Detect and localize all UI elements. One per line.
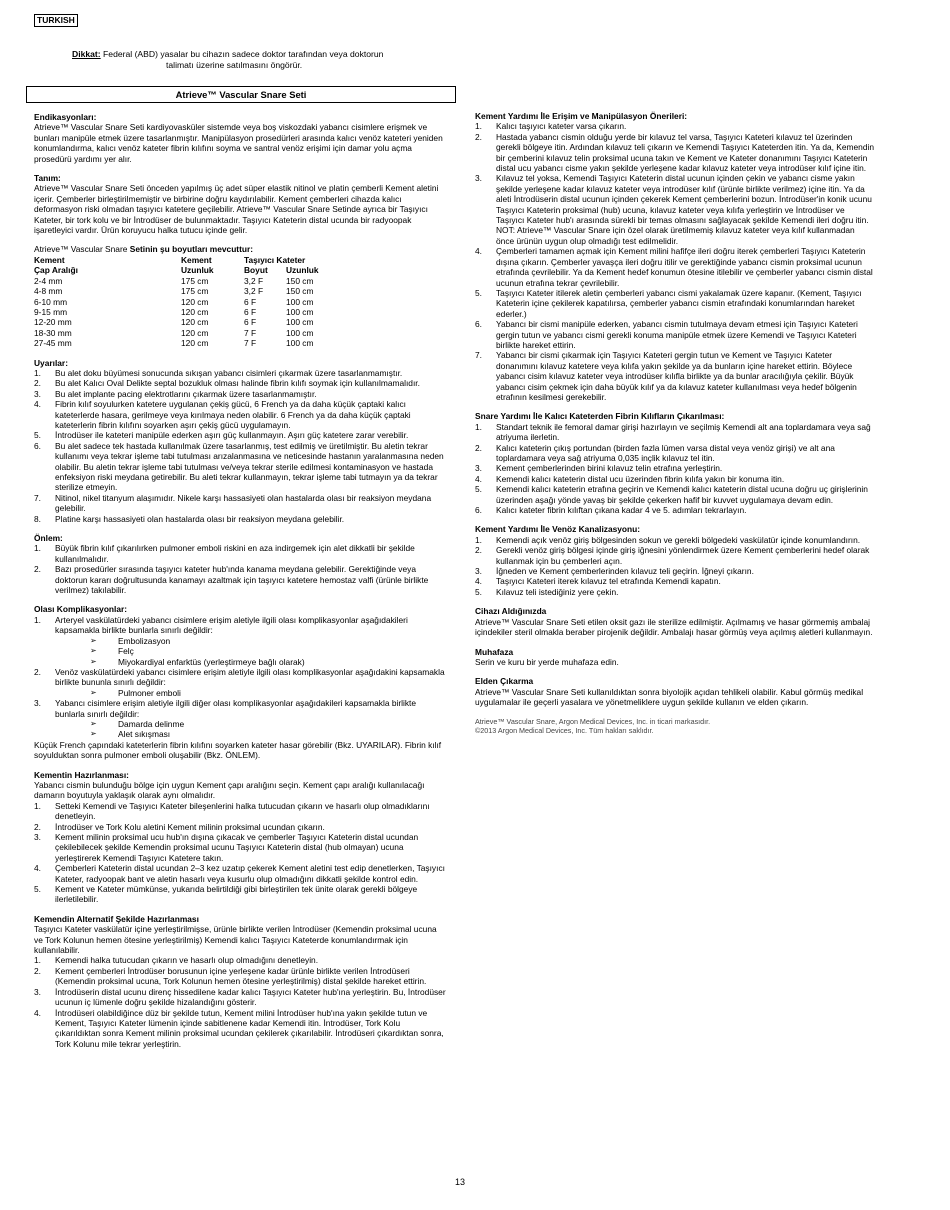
section-heading: Cihazı Aldığınızda: [475, 606, 547, 617]
section-heading: Kementin Hazırlanması:: [34, 769, 129, 780]
list-item-text: Kemendi açık venöz giriş bölgesinden sokun ve gerekli bölgedeki vaskülatür içinde konumlandırın.: [496, 534, 861, 545]
sizes-intro: [34, 244, 446, 254]
table-cell: 150 cm: [286, 286, 314, 297]
section-heading: Kement Yardımı İle Venöz Kanalizasyonu:: [475, 524, 641, 535]
sub-list-item: ➢ Pulmoner emboli: [34, 688, 446, 698]
section-text: Serin ve kuru bir yerde muhafaza edin.: [475, 656, 619, 667]
section-text: Atrieve™ Vascular Snare Seti etilen oksit gazı ile sterilize edilmiştir. Açılmamış ve hasar görmemiş ambalaj içindekiler steril olmakla beraber pirojenik değildir. Ambalajı hasar görmüş veya açılmış aletleri kullanmayın.: [475, 616, 873, 638]
list-item: 8. Platine karşı hassasiyeti olan hastalarda olası bir reaksiyon meydana gelebilir.: [34, 513, 345, 524]
list-item: 1. Büyük fibrin kılıf çıkarılırken pulmoner emboli riskini en aza indirgemek için alet dikkatli bir şekilde kullanılmalıdır.: [34, 543, 415, 564]
table-cell: 120 cm: [181, 327, 209, 338]
venous-section: [475, 524, 875, 597]
table-cell: 6-10 mm: [34, 296, 68, 307]
table-row: [34, 307, 336, 317]
complications-section: [34, 604, 446, 760]
table-cell: 18-30 mm: [34, 327, 72, 338]
list-item: 2. Hastada yabancı cismin olduğu yerde bir kılavuz tel varsa, Taşıyıcı Kateteri kılavuz tel üzerinden gerekli bölgeye itin. Ardından kılavuz teli çıkarın ve Kemendi Taşıyıcı Kateterden itin. Ya da, Kemendin bir çemberini kılavuz telin proksimal ucuna takın ve Kement ve Kateter donanımını Taşıyıcı Kateterin distal ucu yabancı cisme yakın şekilde yerleşene kadar kılavuz kateter veya introdüser kılıf içine itin.: [475, 131, 875, 174]
list-item: 4. Çemberleri tamamen açmak için Kement milini hafifçe ileri doğru iterek çemberleri Taşıyıcı Kateterin dışına çıkarın. Çemberler yavaşça ileri doğru itilir ve gerektiğinde yabancı cismin proksimal ucunun etrafında çevrilebilir. Ya da Kement hedef konumun ötesine itilebilir ve çemberler yabancı cismin distal ucunun etrafına tekrar çevrilebilir.: [475, 246, 873, 288]
list-item-text: Kalıcı kateterin çıkış portundan (birden fazla lümen varsa distal veya venöz girişi) ve alt ana toplardamara veya sağ atriyuma 0,035 inçlik kılavuz tel itin.: [496, 442, 835, 463]
table-cell: 100 cm: [286, 317, 314, 328]
table-cell: 2-4 mm: [34, 275, 63, 286]
list-item: 2. Venöz vaskülatürdeki yabancı cisimlere erişim aletiyle ilgili olası komplikasyonlar aşağıdakini kapsamakla birlikte bununla sınırlı değildir:: [34, 666, 445, 688]
list-item-text: Fibrin kılıf soyulurken katetere uygulanan çekiş gücü, 6 French ya da daha küçük çaptaki kalıcı kateterlerde hasara, gerilmeye veya kırılmaya neden olabilir. 6 French ya da daha küçük çaptaki kateterlerin fibrin kılıfını soyarken aşırı çekiş gücü uygulamayın.: [55, 399, 411, 430]
sub-list-item: ➢ Alet sıkışması: [34, 729, 446, 739]
list-item-text: Büyük fibrin kılıf çıkarılırken pulmoner emboli riskini en aza indirgemek için alet dikkatli bir şekilde kullanılmalıdır.: [55, 543, 415, 564]
complications-list: [34, 698, 446, 719]
list-item-text: Kılavuz tel yoksa, Kemendi Taşıyıcı Kateterin distal ucunun içinden çekin ve yabancı cisme yakın şekilde yerleşene kadar kılavuz kateter veya introdüser kılıf (ürünle birlikte verilmez) içine itin. Ya da aleti İntrodüserin distal ucunun içinden çekerek Kement çemberlerini bozun. İntrodüser'in konik ucunu Taşıyıcı Kateterin proksimal (hub) ucuna, kılavuz kateter veya kılıfa yerleştirin ve İntrodüser ve Taşıyıcı Kateter hub'ı arasında sürekli bir temas olmasını sağlayacak şekilde Kemendi ileri doğru itin.: [496, 173, 872, 226]
sub-list-item: ➢ Miyokardiyal enfarktüs (yerleştirmeye bağlı olarak): [34, 657, 446, 667]
table-header-cell: Kement: [181, 254, 212, 265]
table-header-cell: Boyut: [244, 265, 268, 276]
table-cell: 100 cm: [286, 338, 314, 349]
list-item-text: Setteki Kemendi ve Taşıyıcı Kateter bileşenlerini halka tutucudan çıkarın ve hasarlı olup olmadıklarını denetleyin.: [55, 800, 430, 822]
list-item: 1. Kalıcı taşıyıcı kateter varsa çıkarın.: [475, 121, 627, 132]
list-item-text: Kement çemberlerinden birini kılavuz telin etrafına yerleştirin.: [496, 463, 723, 474]
table-cell: 12-20 mm: [34, 317, 72, 328]
table-cell: 100 cm: [286, 306, 314, 317]
table-header-cell: Uzunluk: [181, 265, 214, 276]
table-cell: 6 F: [244, 296, 257, 307]
list-item-text: Bu alet implante pacing elektrotlarını çıkarmak üzere tasarlanmamıştır.: [55, 388, 317, 399]
list-item-text: Gerekli venöz giriş bölgesi içinde giriş iğnesini yönlendirmek üzere Kement çemberlerini hedef olarak kullanmak için bu çemberleri açın.: [496, 545, 870, 566]
list-item-text: İntrodüser ile kateteri manipüle ederken aşırı güç kullanmayın. Aşırı güç katetere zarar verebilir.: [55, 430, 409, 441]
section-heading: Muhafaza: [475, 646, 514, 657]
sub-list-item: ➢ Felç: [34, 646, 446, 656]
complications-list: [34, 615, 446, 636]
table-cell: 3,2 F: [244, 286, 264, 297]
list-item: 6. Kalıcı kateter fibrin kılıftan çıkana kadar 4 ve 5. adımları tekrarlayın.: [475, 505, 747, 516]
warnings-list: [34, 368, 446, 524]
list-item: 1. Arteryel vaskülatürdeki yabancı cisimlere erişim aletiyle ilgili olası komplikasyonlar aşağıdakileri kapsamakla birlikte bunlarla sınırlı değildir:: [34, 614, 408, 636]
section-heading: Endikasyonları:: [34, 112, 97, 122]
table-cell: 175 cm: [181, 286, 209, 297]
table-cell: 7 F: [244, 338, 257, 349]
alternate-preparation-section: [34, 914, 446, 1049]
list-item: 3. Kement milinin proksimal ucu hub'ın dışına çıkacak ve çemberler Taşıyıcı Kateterin distal ucundan çekilebilecek şekilde Kemendin proksimal ucunu Taşıyıcı Kateterin distal (hub olmayan) ucuna yerleştirerek Kemendi Taşıyıcı Katetere takın.: [34, 832, 419, 863]
list-item: 7. Yabancı bir cismi çıkarmak için Taşıyıcı Kateteri gergin tutun ve Kement ve Taşıyıcı Kateter donanımını kılavuz katetere veya kılıfa yakın şekilde ya da bunların içine hareket ettirin. Böylece yabancı cisim kılavuz kateter veya introdüser kılıfla birlikte ya da bunlar aracılığıyla çekilir. Büyük yabancı cisim çekmek için daha büyük kılıf ya da kılavuz kateter kullanılması veya hedef bölgenin etrafının kesilmesi gerekebilir.: [475, 350, 857, 402]
table-cell: 6 F: [244, 317, 257, 328]
list-item-text: Kement çemberleri İntrodüser borusunun içine yerleşene kadar ürünle birlikte verilen İntrodüseri (Kemendin proksimal ucuna, Tork Kolunun hemen ötesine yerleştirilmiş) distal şekilde hareket ettirin.: [55, 965, 427, 987]
list-item: 2. Bu alet Kalıcı Oval Delikte septal bozukluk olması halinde fibrin kılıfı soymak için kullanılmamalıdır.: [34, 378, 420, 389]
list-item: 1. Setteki Kemendi ve Taşıyıcı Kateter bileşenlerini halka tutucudan çıkarın ve hasarlı olup olmadıklarını denetleyin.: [34, 800, 430, 822]
alternate-list: [34, 955, 446, 1049]
warnings-section: [34, 358, 446, 525]
list-item-text: Kement ve Kateter mümkünse, yukarıda belirtildiği gibi birleştirilen tek ünite olarak gerekli bölgeye ilerletilebilir.: [55, 884, 418, 905]
list-item: 2. Kement çemberleri İntrodüser borusunun içine yerleşene kadar ürünle birlikte verilen İntrodüseri (Kemendin proksimal ucuna, Tork Kolunun hemen ötesine yerleştirilmiş) distal şekilde hareket ettirin.: [34, 965, 427, 987]
list-item: 1. Bu alet doku büyümesi sonucunda sıkışan yabancı cisimleri çıkarmak üzere tasarlanmamıştır.: [34, 367, 403, 378]
list-item-text: İntrodüserin distal ucunu direnç hissedilene kadar kalıcı Taşıyıcı Kateter hub'ına yerleştirin. Bu, İntrodüser ucunun iç lümenle doğru şekilde hizalandığını gösterir.: [55, 986, 446, 1008]
list-item: 2. Bazı prosedürler sırasında taşıyıcı kateter hub'ında kanama meydana gelebilir. Gerektiğinde veya doktorun kararı doğrultusunda kanamayı azaltmak için taşıyıcı katetere hemostaz valfi (ürünle birlikte verilmez) takılabilir.: [34, 564, 429, 596]
list-item: 2. İntrodüser ve Tork Kolu aletini Kement milinin proksimal ucundan çıkarın.: [34, 821, 325, 832]
list-item: 7. Nitinol, nikel titanyum alaşımıdır. Nikele karşı hassasiyeti olan hastalarda olası bir reaksiyon meydana gelebilir.: [34, 492, 432, 514]
fibrin-list: [475, 422, 875, 516]
language-label: TURKISH: [34, 14, 78, 27]
list-item: 2. Kalıcı kateterin çıkış portundan (birden fazla lümen varsa distal veya venöz girişi) ve alt ana toplardamara veya sağ atriyuma 0,035 inçlik kılavuz tel itin.: [475, 442, 835, 463]
table-header-cell: Uzunluk: [286, 265, 319, 276]
venous-list: [475, 535, 875, 597]
sub-list-item: ➢ Damarda delinme: [34, 719, 446, 729]
section-heading: Uyarılar:: [34, 357, 68, 368]
table-row: [34, 286, 336, 296]
list-item-text: Yabancı bir cismi manipüle ederken, yabancı cismin tutulmaya devam etmesi için Taşıyıcı Kateteri gergin tutun ve yabancı cismi gerekli konuma manipüle etmek üzere Kemendi ve Taşıyıcı Kateteri birlikte hareket ettirin.: [496, 319, 858, 350]
caution-line1: Federal (ABD) yasalar bu cihazın sadece doktor tarafından veya doktorun: [100, 49, 384, 59]
left-column: [34, 112, 446, 1058]
table-cell: 6 F: [244, 306, 257, 317]
trademark-notice: Atrieve™ Vascular Snare, Argon Medical Devices, Inc. in ticari markasıdır.: [475, 716, 711, 726]
table-cell: 27-45 mm: [34, 338, 72, 349]
table-cell: 150 cm: [286, 275, 314, 286]
table-header-row: [34, 255, 336, 265]
list-item-text: Standart teknik ile femoral damar girişi hazırlayın ve seçilmiş Kemendi alt ana toplardamara veya sağ atriyuma ilerletin.: [496, 421, 871, 443]
preparation-section: [34, 770, 446, 905]
section-text: Atrieve™ Vascular Snare Seti kullanıldıktan sonra biyolojik açıdan tehlikeli olabilir. Kabul görmüş medikal uygulamalar ile geçerli yasalara ve yönetmeliklere uygun şekilde kullanın ve elden çıkarın.: [475, 686, 864, 708]
sizes-intro-bold: Setinin şu boyutları mevcuttur:: [129, 244, 254, 255]
list-item-text: Kemendi halka tutucudan çıkarın ve hasarlı olup olmadığını denetleyin.: [55, 955, 319, 966]
list-item-text: Yabancı bir cismi çıkarmak için Taşıyıcı Kateteri gergin tutun ve Kement ve Taşıyıcı Kateter donanımını kılavuz katetere veya kılıfa yakın şekilde ya da bunların içine hareket ettirin. Böylece yabancı cisim kılavuz kateter veya introdüser kılıfla birlikte ya da bunlar aracılığıyla çekilir. Büyük yabancı cisim çekmek için daha büyük kılıf ya da kılavuz kateter kullanılması veya hedef bölgenin etrafının kesilmesi gerekebilir.: [496, 350, 857, 402]
list-item-text: Çemberleri Kateterin distal ucundan 2–3 kez uzatıp çekerek Kement aletini test edip denetlerken, Taşıyıcı Kateter, radyoopak bant ve aletin hasarlı veya kusurlu olup olmadığını dikkatli şekilde kontrol edin.: [55, 863, 445, 884]
list-item: 5. Taşıyıcı Kateter itilerek aletin çemberleri yabancı cismi yakalamak üzere kapanır. (Kement, Taşıyıcı Kateterin içine çekilerek kapatılırsa, çemberler yabancı cismin etrafındaki konumlarından hareket ederler.): [475, 287, 862, 319]
indications-section: [34, 112, 446, 164]
section-heading: Önlem:: [34, 533, 63, 544]
list-item-text: Nitinol, nikel titanyum alaşımıdır. Nikele karşı hassasiyeti olan hastalarda olası bir reaksiyon meydana gelebilir.: [55, 492, 432, 514]
list-item: 5. Kement ve Kateter mümkünse, yukarıda belirtildiği gibi birleştirilen tek ünite olarak gerekli bölgeye ilerletilebilir.: [34, 884, 418, 905]
list-item: 1. Kemendi açık venöz giriş bölgesinden sokun ve gerekli bölgedeki vaskülatür içinde konumlandırın.: [475, 534, 861, 545]
list-item: 4. İntrodüseri olabildiğince düz bir şekilde tutun, Kement milini İntrodüser hub'ına yakın şekilde tutun ve Kement, Taşıyıcı Kateter lümenin içinde sabitlenene kadar Kemendi itin. İntrodüser, Tork Kolu çıkarıldıktan sonra Kement milinin proksimal ucundan çekilerek çıkarılabilir. İntrodüseri çıkardıktan sonra, Tork Kolunu mile tekrar yerleştirin.: [34, 1007, 444, 1049]
table-cell: 120 cm: [181, 296, 209, 307]
table-cell: 4-8 mm: [34, 286, 63, 297]
list-item: 6. Bu alet sadece tek hastada kullanılmak üzere tasarlanmış, test edilmiş ve üretilmiştir. Bu aletin tekrar kullanımı veya tekrar işleme tabi tutulması arızalanmasına ve neticesinde hastanın yaralanmasına neden olabilir. Bu aletin tekrar işleme tabi tutulması ve/veya tekrar sterile edilmesi kontaminasyon ve hastada enfeksiyon riski meydana getirebilir. Bu aleti tekrar kullanmayın, tekrar işleme tabi tutmayın ya da tekrar sterilize etmeyin.: [34, 440, 444, 493]
list-item: 3. Bu alet implante pacing elektrotlarını çıkarmak üzere tasarlanmamıştır.: [34, 388, 317, 399]
list-item-text: Arteryel vaskülatürdeki yabancı cisimlere erişim aletiyle ilgili olası komplikasyonlar aşağıdakileri kapsamakla birlikte bunlarla sınırlı değildir:: [55, 614, 408, 636]
list-item-text: Bu alet sadece tek hastada kullanılmak üzere tasarlanmış, test edilmiş ve üretilmiştir. Bu aletin tekrar kullanımı veya tekrar işleme tabi tutulması arızalanmasına ve neticesinde hastanın yaralanmasına neden olabilir. Bu aletin tekrar işleme tabi tutulması ve/veya tekrar sterile edilmesi kontaminasyon ve hastada enfeksiyon riski meydana getirebilir. Bu aleti tekrar kullanmayın, tekrar işleme tabi tutmayın ya da tekrar sterilize etmeyin.: [55, 440, 444, 493]
section-heading: Tanım:: [34, 173, 61, 184]
table-row: [34, 276, 336, 286]
table-header-cell: Taşıyıcı Kateter: [244, 254, 306, 265]
sub-list: [34, 719, 446, 740]
table-cell: 120 cm: [181, 317, 209, 328]
list-item-text: Kalıcı taşıyıcı kateter varsa çıkarın.: [496, 121, 627, 132]
section-text: Atrieve™ Vascular Snare Seti önceden yapılmış üç adet süper elastik nitinol ve platin çemberli Kement aletini içerir. Çemberler birleştirilmemiştir ve birbirine doğru kaydırılabilir. Kement çemberleri cihazda kalıcı deformasyon riski olmadan taşıyıcı katetere geçilebilir. Atrieve™ Vascular Snare Setinde ayrıca bir Taşıyıcı Kateter, bir tork kolu ve bir İntrodüser de bulunmaktadır. Taşıyıcı Kateterin distal ucunda bir radyoopak işaretleyici vardır. Ürün koruyucu halka tutucu içinde gelir.: [34, 183, 439, 236]
right-column: [475, 111, 875, 735]
list-item-text: Venöz vaskülatürdeki yabancı cisimlere erişim aletiyle ilgili olası komplikasyonlar aşağıdakini kapsamakla birlikte bununla sınırlı değildir:: [55, 666, 445, 688]
caution-statement: [72, 49, 442, 70]
section-text: Atrieve™ Vascular Snare Seti kardiyovasküler sistemde veya boş viskozdaki yabancı cisimlere erişmek ve bunları manipüle etmek üzere tasarlanmıştır. Manipülasyon prosedürleri arasında kalıcı venöz kateteri yeniden konumlandırma, kalıcı venöz kateter fibrin kılıfını soyma ve santral venöz erişimi için damar yolu açma prosedürü yardımı yer alır.: [34, 122, 443, 164]
page-number: 13: [455, 1177, 466, 1187]
list-item: 5. Kılavuz teli istediğiniz yere çekin.: [475, 586, 619, 597]
list-item: 4. Taşıyıcı Kateteri iterek kılavuz tel etrafında Kemendi kapatın.: [475, 576, 721, 587]
access-list: [475, 121, 875, 402]
list-item-text: Bu alet Kalıcı Oval Delikte septal bozukluk olması halinde fibrin kılıfı soymak için kullanılmamalıdır.: [55, 378, 420, 389]
table-row: [34, 338, 336, 348]
section-heading: Kement Yardımı İle Erişim ve Manipülasyon Önerileri:: [475, 111, 688, 121]
sub-list: [34, 636, 446, 667]
list-item: 4. Kemendi kalıcı kateterin distal ucu üzerinden fibrin kılıfa yakın bir konuma itin.: [475, 473, 785, 484]
table-cell: 100 cm: [286, 327, 314, 338]
list-item-text: Kemendi kalıcı kateterin etrafına geçirin ve Kemendi kalıcı kateterin distal ucuna doğru uç girişlerinin üzerinden aşağı yönde yavaş bir şekilde çekerken hafif bir kuvvet uygulamaya devam edin.: [496, 484, 868, 505]
list-item-text: Yabancı cisimlere erişim aletiyle ilgili diğer olası komplikasyonlar aşağıdakileri kapsamakla birlikte bunlarla sınırlı değildir:: [55, 698, 417, 719]
list-item-text: Taşıyıcı Kateteri iterek kılavuz tel etrafında Kemendi kapatın.: [496, 576, 721, 587]
list-item: 5. Kemendi kalıcı kateterin etrafına geçirin ve Kemendi kalıcı kateterin distal ucuna doğru uç girişlerinin üzerinden aşağı yönde yavaş bir şekilde çekerken hafif bir kuvvet uygulamaya devam edin.: [475, 484, 868, 505]
document-title: Atrieve™ Vascular Snare Seti: [26, 86, 456, 103]
list-item: 6. Yabancı bir cismi manipüle ederken, yabancı cismin tutulmaya devam etmesi için Taşıyıcı Kateteri gergin tutun ve yabancı cismi gerekli konuma manipüle etmek üzere Kemendi ve Taşıyıcı Kateteri birlikte hareket ettirin.: [475, 319, 858, 350]
list-item-text: İntrodüseri olabildiğince düz bir şekilde tutun, Kement milini İntrodüser hub'ına yakın şekilde tutun ve Kement, Taşıyıcı Kateter lümenin içinde sabitlenene kadar Kemendi itin. İntrodüser, Tork Kolu çıkarıldıktan sonra Kement milinin proksimal ucundan çekilerek çıkarılabilir. İntrodüseri çıkardıktan sonra, Tork Kolunu mile tekrar yerleştirin.: [55, 1007, 444, 1049]
list-item: 2. Gerekli venöz giriş bölgesi içinde giriş iğnesini yönlendirmek üzere Kement çemberlerini hedef olarak kullanmak için bu çemberleri açın.: [475, 545, 870, 566]
sizes-section: [34, 244, 446, 348]
table-cell: 120 cm: [181, 338, 209, 349]
precautions-section: [34, 533, 446, 595]
section-heading: Snare Yardımı İle Kalıcı Kateterden Fibrin Kılıfların Çıkarılması:: [475, 411, 725, 422]
list-item-text: Kalıcı kateter fibrin kılıftan çıkana kadar 4 ve 5. adımları tekrarlayın.: [496, 505, 747, 516]
list-item: 5. İntrodüser ile kateteri manipüle ederken aşırı güç kullanmayın. Aşırı güç katetere zarar verebilir.: [34, 430, 409, 441]
access-section: [475, 111, 875, 402]
list-item-text: Bazı prosedürler sırasında taşıyıcı kateter hub'ında kanama meydana gelebilir. Gerektiğinde veya doktorun kararı doğrultusunda kanamayı azaltmak için taşıyıcı katetere hemostaz valfi (ürünle birlikte verilmez) takılabilir.: [55, 564, 429, 596]
precautions-list: [34, 543, 446, 595]
section-heading: Elden Çıkarma: [475, 676, 534, 687]
list-item-text: Kement milinin proksimal ucu hub'ın dışına çıkacak ve çemberler Taşıyıcı Kateterin distal ucundan çekilebilecek şekilde Kemendin proksimal ucunu Taşıyıcı Kateterin distal (hub olmayan) ucuna yerleştirerek Kemendi Taşıyıcı Katetere takın.: [55, 832, 419, 863]
list-item: 1. Kemendi halka tutucudan çıkarın ve hasarlı olup olmadığını denetleyin.: [34, 955, 319, 966]
list-item: 3. Yabancı cisimlere erişim aletiyle ilgili diğer olası komplikasyonlar aşağıdakileri kapsamakla birlikte bunlarla sınırlı değildir:: [34, 698, 417, 719]
list-item: 4. Fibrin kılıf soyulurken katetere uygulanan çekiş gücü, 6 French ya da daha küçük çaptaki kalıcı kateterlerde hasara, gerilmeye veya kırılmaya neden olabilir. 6 French ya da daha küçük çaptaki kateterlerin fibrin kılıfını soyarken aşırı çekiş gücü uygulamayın.: [34, 399, 411, 430]
list-item-text: İntrodüser ve Tork Kolu aletini Kement milinin proksimal ucundan çıkarın.: [55, 821, 325, 832]
supplied-section: [475, 606, 875, 637]
table-header-row: [34, 265, 336, 275]
storage-section: [475, 647, 875, 668]
sub-list: [34, 688, 446, 698]
access-note: NOT: Atrieve™ Vascular Snare için özel olarak üretilmemiş kılavuz kateter veya kılıf kullanmadan önce ürünün uygun olup olmadığı test edilmelidir.: [496, 225, 855, 246]
table-cell: 100 cm: [286, 296, 314, 307]
table-row: [34, 297, 336, 307]
list-item-text: Taşıyıcı Kateter itilerek aletin çemberleri yabancı cismi yakalamak üzere kapanır. (Kement, Taşıyıcı Kateterin içine çekilerek kapatılırsa, çemberler yabancı cismin etrafındaki konumlarından hareket ederler.): [496, 287, 862, 319]
section-text: Taşıyıcı Kateter vaskülatür içine yerleştirilmişse, ürünle birlikte verilen İntrodüser (Kemendin proksimal ucuna ve Tork Kolunun hemen ötesine yerleştirilmiş) Kemendi kalıcı Taşıyıcı Kateterde konumlandırmak için kullanılabilir.: [34, 924, 437, 956]
table-cell: 175 cm: [181, 275, 209, 286]
list-item: 1. Standart teknik ile femoral damar girişi hazırlayın ve seçilmiş Kemendi alt ana toplardamara veya sağ atriyuma ilerletin.: [475, 421, 871, 443]
table-row: [34, 317, 336, 327]
table-cell: 7 F: [244, 327, 257, 338]
complications-note: Küçük French çapındaki kateterlerin fibrin kılıfını soyarken kateter hasar görebilir (Bkz. UYARILAR). Fibrin kılıf soyulduktan sonra pulmoner emboli oluşabilir (Bkz. ÖNLEM).: [34, 739, 442, 761]
list-item-text: Kemendi kalıcı kateterin distal ucu üzerinden fibrin kılıfa yakın bir konuma itin.: [496, 473, 785, 484]
table-cell: 3,2 F: [244, 275, 264, 286]
list-item-text: Kılavuz teli istediğiniz yere çekin.: [496, 586, 619, 597]
list-item-text: Hastada yabancı cismin olduğu yerde bir kılavuz tel varsa, Taşıyıcı Kateteri kılavuz tel üzerinden gerekli bölgeye itin. Ardından kılavuz teli çıkarın ve Kemendi Taşıyıcı Kateterden itin. Ya da, Kemendin bir çemberini kılavuz telin proksimal ucuna takın ve Kement ve Kateter donanımını Taşıyıcı Kateterin distal ucu yabancı cisme yakın şekilde yerleşene kadar kılavuz kateter veya introdüser kılıf içine itin.: [496, 131, 875, 174]
list-item-text: Çemberleri tamamen açmak için Kement milini hafifçe ileri doğru iterek çemberleri Taşıyıcı Kateterin dışına çıkarın. Çemberler yavaşça ileri doğru itilir ve gerektiğinde yabancı cismin proksimal ucunun etrafında çevrilebilir. Ya da Kement hedef konumun ötesine itilebilir ve çemberler yabancı cismin distal ucunun etrafına tekrar çevrilebilir.: [496, 246, 873, 288]
caution-label: Dikkat:: [72, 49, 101, 59]
table-header-cell: Kement: [34, 254, 65, 265]
copyright-notice: ©2013 Argon Medical Devices, Inc. Tüm hakları saklıdır.: [475, 725, 654, 735]
disposal-section: [475, 676, 875, 707]
list-item: 3. İğneden ve Kement çemberlerinden kılavuz teli geçirin. İğneyi çıkarın.: [475, 566, 754, 577]
table-header-cell: Çap Aralığı: [34, 265, 78, 276]
caution-line2: talimatı üzerine satılmasını öngörür.: [166, 59, 303, 70]
fibrin-section: [475, 411, 875, 515]
list-item: 4. Çemberleri Kateterin distal ucundan 2–3 kez uzatıp çekerek Kement aletini test edip denetlerken, Taşıyıcı Kateter, radyoopak bant ve aletin hasarlı veya kusurlu olup olmadığını dikkatli şekilde kontrol edin.: [34, 863, 445, 884]
list-item: 3. Kılavuz tel yoksa, Kemendi Taşıyıcı Kateterin distal ucunun içinden çekin ve yabancı cisme yakın şekilde yerleşene kadar kılavuz kateter veya introdüser kılıf (ürünle birlikte verilmez) içine itin. Ya da aleti İntrodüserin distal ucunun içinden çekerek Kement çemberlerini bozun. İntrodüser'in konik ucunu Taşıyıcı Kateterin proksimal (hub) ucuna, kılavuz kateter veya kılıfa yerleştirin ve İntrodüser ve Taşıyıcı Kateter hub'ı arasında sürekli bir temas olmasını sağlayacak şekilde Kemendi ileri doğru itin. NOT: Atrieve™ Vascular Snare için özel olarak üretilmemiş kılavuz kateter veya kılıf kullanmadan önce ürünün uygun olup olmadığı test edilmelidir.: [475, 173, 872, 246]
list-item: 3. İntrodüserin distal ucunu direnç hissedilene kadar kalıcı Taşıyıcı Kateter hub'ına yerleştirin. Bu, İntrodüser ucunun iç lümenle doğru şekilde hizalandığını gösterir.: [34, 986, 446, 1008]
sizes-table: [34, 255, 336, 349]
list-item-text: İğneden ve Kement çemberlerinden kılavuz teli geçirin. İğneyi çıkarın.: [496, 566, 754, 577]
sizes-intro-plain: Atrieve™ Vascular Snare: [34, 244, 130, 255]
table-row: [34, 328, 336, 338]
description-section: [34, 173, 446, 235]
list-item-text: Platine karşı hassasiyeti olan hastalarda olası bir reaksiyon meydana gelebilir.: [55, 513, 345, 524]
sub-list-item: ➢ Embolizasyon: [34, 636, 446, 646]
list-item-text: Bu alet doku büyümesi sonucunda sıkışan yabancı cisimleri çıkarmak üzere tasarlanmamıştır.: [55, 367, 403, 378]
complications-list: [34, 667, 446, 688]
table-cell: 9-15 mm: [34, 306, 68, 317]
section-heading: Kemendin Alternatif Şekilde Hazırlanması: [34, 913, 199, 924]
table-cell: 120 cm: [181, 306, 209, 317]
preparation-list: [34, 801, 446, 905]
list-item: 3. Kement çemberlerinden birini kılavuz telin etrafına yerleştirin.: [475, 463, 723, 474]
section-heading: Olası Komplikasyonlar:: [34, 604, 128, 615]
footer-notes: [475, 717, 875, 735]
section-text: Yabancı cismin bulunduğu bölge için uygun Kement çapı aralığını seçin. Kement çapı aralığı kullanılacağı damarın boyutuyla yaklaşık olarak aynı olmalıdır.: [34, 779, 425, 801]
